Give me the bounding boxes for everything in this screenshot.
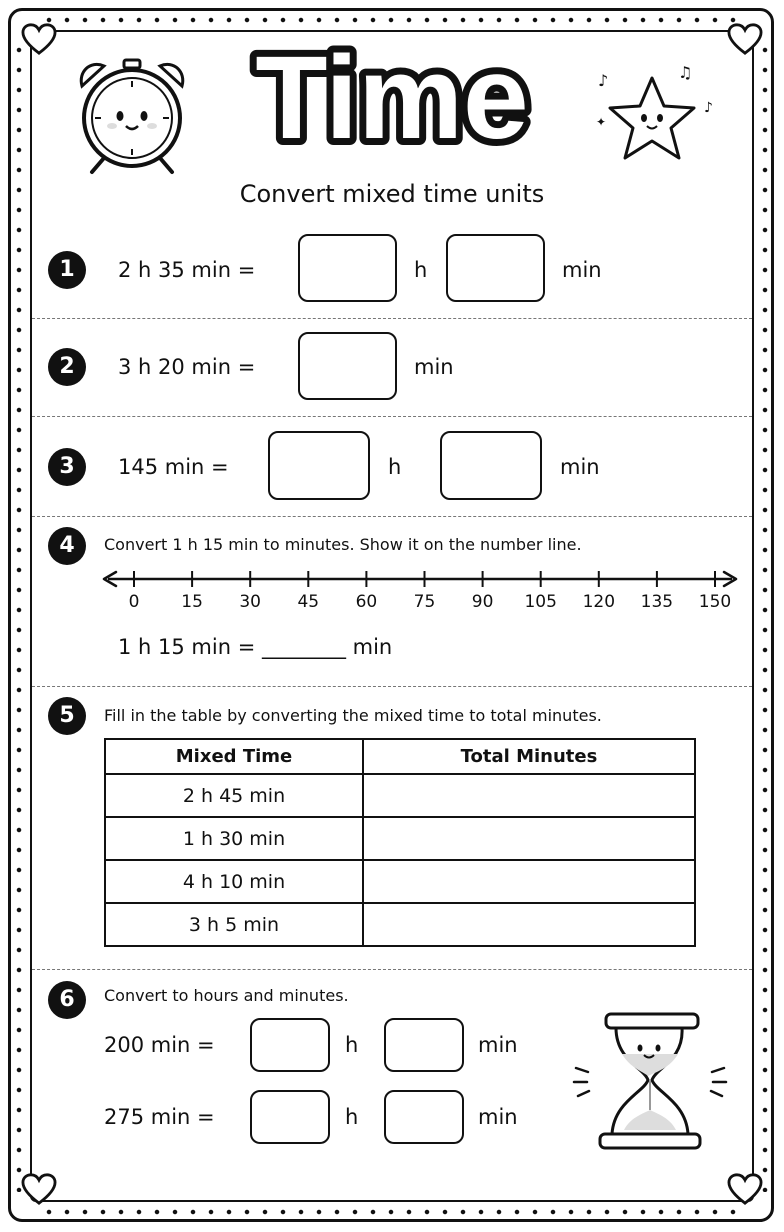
q3-expression: 145 min = [118, 455, 229, 479]
table-header-mixed-time: Mixed Time [105, 739, 363, 774]
q3-minutes-answer-box[interactable] [440, 431, 542, 500]
q1-minutes-answer-box[interactable] [446, 234, 545, 302]
q5-instruction: Fill in the table by converting the mixed time to total minutes. [104, 706, 602, 725]
q4-answer-line[interactable]: 1 h 15 min = ________ min [118, 635, 393, 659]
number-line-label: 45 [297, 592, 320, 612]
q6a-minutes-answer-box[interactable] [384, 1018, 464, 1072]
heart-icon [20, 22, 58, 56]
svg-text:✦: ✦ [596, 115, 607, 129]
table-cell-total-minutes[interactable] [363, 774, 695, 817]
question-number-3: 3 [48, 448, 86, 486]
q6-instruction: Convert to hours and minutes. [104, 986, 349, 1005]
question-number-5: 5 [48, 697, 86, 735]
star-icon [590, 62, 720, 172]
table-row [105, 817, 695, 860]
q3-unit-h: h [388, 455, 402, 479]
border-dots-left [16, 40, 22, 1192]
number-line-label: 75 [413, 592, 436, 612]
q1-expression: 2 h 35 min = [118, 258, 256, 282]
heart-icon [726, 1172, 764, 1206]
table-row [105, 860, 695, 903]
question-number-2: 2 [48, 348, 86, 386]
table-header-row [105, 739, 695, 774]
q1-unit-min: min [562, 258, 602, 282]
number-line-label: 60 [355, 592, 378, 612]
number-line-label: 90 [471, 592, 494, 612]
q6b-expression: 275 min = [104, 1105, 215, 1129]
q6b-unit-min: min [478, 1105, 518, 1129]
conversion-table [104, 738, 696, 947]
hourglass-icon [570, 1010, 730, 1160]
table-cell-mixed-time: 1 h 30 min [105, 817, 363, 860]
q3-hours-answer-box[interactable] [268, 431, 370, 500]
number-line-label: 15 [181, 592, 203, 612]
divider [32, 318, 752, 319]
svg-text:♪: ♪ [598, 71, 609, 90]
q4-instruction: Convert 1 h 15 min to minutes. Show it on the number line. [104, 535, 582, 554]
alarm-clock-icon [74, 54, 190, 176]
q1-unit-h: h [414, 258, 428, 282]
q6b-unit-h: h [345, 1105, 359, 1129]
table-row [105, 903, 695, 946]
svg-text:♪: ♪ [704, 100, 713, 116]
border-dots-bottom [40, 1209, 744, 1215]
svg-text:♫: ♫ [678, 63, 693, 82]
table-cell-total-minutes[interactable] [363, 817, 695, 860]
divider [32, 416, 752, 417]
q3-unit-min: min [560, 455, 600, 479]
q6a-unit-min: min [478, 1033, 518, 1057]
q6a-hours-answer-box[interactable] [250, 1018, 330, 1072]
number-line-label: 120 [582, 592, 616, 612]
question-number-6: 6 [48, 981, 86, 1019]
question-number-4: 4 [48, 527, 86, 565]
border-dots-top [40, 17, 744, 23]
q2-unit-min: min [414, 355, 454, 379]
q6b-minutes-answer-box[interactable] [384, 1090, 464, 1144]
heart-icon [20, 1172, 58, 1206]
page-title [180, 30, 607, 160]
divider [32, 686, 752, 687]
q1-hours-answer-box[interactable] [298, 234, 397, 302]
table-row [105, 774, 695, 817]
page-title-text: Time [255, 32, 529, 160]
border-dots-right [762, 40, 768, 1192]
table-header-total-minutes: Total Minutes [363, 739, 695, 774]
question-number-1: 1 [48, 251, 86, 289]
q6a-expression: 200 min = [104, 1033, 215, 1057]
q6b-hours-answer-box[interactable] [250, 1090, 330, 1144]
number-line-label: 135 [640, 592, 674, 612]
subtitle: Convert mixed time units [239, 180, 545, 208]
number-line-label: 0 [128, 592, 140, 612]
number-line-label: 105 [524, 592, 557, 612]
table-cell-mixed-time: 4 h 10 min [105, 860, 363, 903]
table-cell-mixed-time: 2 h 45 min [105, 774, 363, 817]
q6a-unit-h: h [345, 1033, 359, 1057]
number-line-label: 30 [239, 592, 261, 612]
divider [32, 516, 752, 517]
q2-expression: 3 h 20 min = [118, 355, 256, 379]
table-cell-total-minutes[interactable] [363, 860, 695, 903]
divider [32, 969, 752, 970]
table-cell-mixed-time: 3 h 5 min [105, 903, 363, 946]
table-cell-total-minutes[interactable] [363, 903, 695, 946]
q2-minutes-answer-box[interactable] [298, 332, 397, 400]
heart-icon [726, 22, 764, 56]
number-line-label: 150 [698, 592, 732, 612]
